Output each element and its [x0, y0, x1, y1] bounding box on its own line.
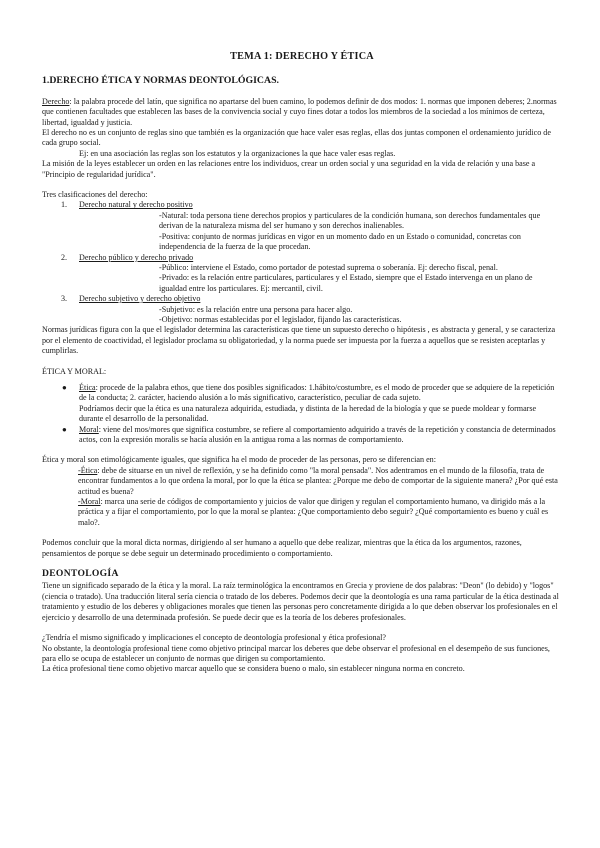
- clasificaciones-intro: Tres clasificaciones del derecho:: [42, 190, 148, 200]
- section-heading-derecho: 1.DERECHO ÉTICA Y NORMAS DEONTOLÓGICAS.: [42, 75, 279, 87]
- bullet-icon: ●: [62, 424, 67, 434]
- clasificacion-line: -Privado: es la relación entre particulares, particulares y el Estado, siempre que el Estado intervenga en un plano de igualdad entre los particulares. Ej: mercantil, civil.: [159, 273, 533, 293]
- term-etica-diff: -Ética: [78, 465, 98, 475]
- term-etica: Ética: [79, 382, 96, 392]
- term-derecho: Derecho: [42, 96, 70, 106]
- paragraph-ordenamiento: El derecho no es un conjunto de reglas sino que también es la organización que hace valer esas reglas, ellas dos juntas componen el ordenamiento jurídico de cada grupo social.: [42, 128, 551, 148]
- clasificacion-line: -Natural: toda persona tiene derechos propios y particulares de la condición humana, son derechos fundamentales que derivan de la naturaleza misma del ser humano y son derechos inalienables.: [159, 210, 541, 231]
- list-item: [62, 382, 562, 425]
- bullet-paragraph: [79, 383, 562, 404]
- derecho-definition-text: : la palabra procede del latín, que significa no apartarse del buen camino, lo podemos definir de dos modos: 1. normas que imponen deberes; 2.normas que contienen facultades que establecen las bases de la convivencia social y cuyo fines dotar a todos los miembros de la sociedad a los mínimos de certeza, libertad, igualdad y justicia.: [42, 96, 557, 127]
- paragraph-diferencias-intro: Ética y moral son etimológicamente iguales, que significa ha el modo de proceder de las personas, pero se diferencian en:: [42, 455, 436, 465]
- bullet-paragraph: [79, 425, 562, 446]
- list-item: [61, 200, 562, 252]
- paragraph-normas-juridicas: Normas jurídicas figura con la que el legislador determina las características que tiene un supuesto derecho o hipótesis , es abstracta y general, y se caracteriza por el elemento de coactividad, el legislador proclama su obligatoriedad, y la norma puede ser impuesta por la fuerza a aquellos que se resisten aceptarlas y cumplirlas.: [42, 325, 556, 356]
- paragraph-mision-ley: La misión de la leyes establecer un orden en las relaciones entre los individuos, crear un orden social y una seguridad en la vida de relación y una base a "Principio de regularidad jurídica".: [42, 159, 536, 179]
- paragraph-deontologia-question: ¿Tendría el mismo significado y implicaciones el concepto de deontología profesional y ética profesional?: [42, 633, 386, 643]
- moral-definition-text: : viene del mos/mores que significa costumbre, se refiere al comportamiento adquirido a través de la repetición y constancia de determinados actos, con la expresión moralis se hacía alusión en la antigua roma a las normas de comportamiento.: [79, 424, 556, 444]
- paragraph-example-asociacion: Ej: en una asociación las reglas son los estatutos y la organizaciones la que hace valer esas reglas.: [79, 148, 396, 158]
- item-number: 3.: [61, 294, 68, 304]
- list-item: [62, 424, 562, 446]
- clasificacion-line: -Público: interviene el Estado, como portador de potestad suprema o soberanía. Ej: derecho fiscal, penal.: [159, 262, 498, 272]
- list-item: [61, 294, 562, 325]
- etica-definition-text: : procede de la palabra ethos, que tiene dos posibles significados: 1.hábito/costumbre, es el modo de proceder que se adquiere de la repetición de la conducta; 2. carácter, haciendo alusión a lo más significativo, característico, peculiar de cada sujeto.: [79, 382, 555, 403]
- bullet-icon: ●: [62, 382, 67, 392]
- paragraph-derecho-definition: [42, 97, 562, 128]
- clasificacion-line: -Positiva: conjunto de normas jurídicas en vigor en un momento dado en un Estado o comunidad, concretas con independencia de la fuerza de la que procedan.: [159, 231, 521, 252]
- etica-moral-bullets: [42, 383, 562, 445]
- paragraph-diferencia-etica: [42, 466, 562, 497]
- list-item: [61, 252, 562, 295]
- bullet-extra-paragraph: Podríamos decir que la ética es una naturaleza adquirida, estudiada, y distinta de la heredad de la biología y que se puede moldear y formarse durante el desarrollo de la personalidad.: [79, 403, 537, 424]
- paragraph-diferencia-moral: [42, 497, 562, 528]
- item-number: 1.: [61, 200, 68, 210]
- section-heading-deontologia: DEONTOLOGÍA: [42, 568, 119, 580]
- moral-diff-text: : marca una serie de códigos de comportamiento y juicios de valor que dirigen y regulan el comportamiento humano, va dirigido más a la práctica y a fijar el comportamiento, por lo que la moral se plantea: ¿Que comportamiento debo seguir? ¿Qué comportamiento es bueno y cuál es malo?.: [78, 497, 549, 527]
- term-moral: Moral: [79, 424, 99, 434]
- paragraph-conclusion: Podemos concluir que la moral dicta normas, dirigiendo al ser humano a aquello que debe realizar, mientras que la ética da los argumentos, razones, pensamientos de porque se debe seguir un determinado procedimiento o comportamiento.: [42, 538, 522, 558]
- page-title: TEMA 1: DERECHO Y ÉTICA: [230, 51, 374, 62]
- clasificacion-title: Derecho subjetivo y derecho objetivo: [79, 294, 201, 304]
- paragraph-deontologia-objetivo: No obstante, la deontología profesional tiene como objetivo principal marcar los deberes que debe observar el profesional en el desempeño de sus funciones, para ello se ocupa de establecer un conjunto de normas que dirigen su comportamiento.: [42, 643, 550, 663]
- section-heading-etica-moral: ÉTICA Y MORAL:: [42, 366, 107, 376]
- paragraph-deontologia-definition: Tiene un significado separado de la ética y la moral. La raíz terminológica la encontramos en Grecia y proviene de dos palabras: "Deon" (lo debido) y "logos" (ciencia o tratado). Una traducción literal sería ciencia o tratado de los deberes. Podemos decir que la deontología es una rama particular de la ética destinada al tratamiento y estudio de los deberes y obligaciones morales que tienen las personas pero concretamente dirigida a lo que deben observar los profesionales en el ejercicio y desarrollo de una determinada profesión. Se puede decir que es la teoría de los deberes profesionales.: [42, 581, 559, 622]
- paragraph-etica-profesional: La ética profesional tiene como objetivo marcar aquello que se considera bueno o malo, sin establecer ninguna norma en concreto.: [42, 664, 465, 674]
- term-moral-diff: -Moral: [78, 497, 101, 507]
- item-number: 2.: [61, 252, 68, 262]
- clasificaciones-list: [42, 200, 562, 325]
- etica-diff-text: : debe de situarse en un nivel de reflexión, y se ha definido como "la moral pensada". Nos adentramos en el mundo de la filosofía, trata de encontrar fundamentos a lo que ordena la moral, por lo que la ética se plantea: ¿Porque me debo de comportar de la siguiente manera? ¿Por qué esta actitud es buena?: [78, 465, 558, 496]
- clasificacion-title: Derecho natural y derecho positivo: [79, 200, 193, 210]
- clasificacion-line: -Objetivo: normas establecidas por el legislador, fijando las características.: [159, 314, 402, 324]
- clasificacion-title: Derecho público y derecho privado: [79, 252, 194, 262]
- clasificacion-line: -Subjetivo: es la relación entre una persona para hacer algo.: [159, 304, 353, 314]
